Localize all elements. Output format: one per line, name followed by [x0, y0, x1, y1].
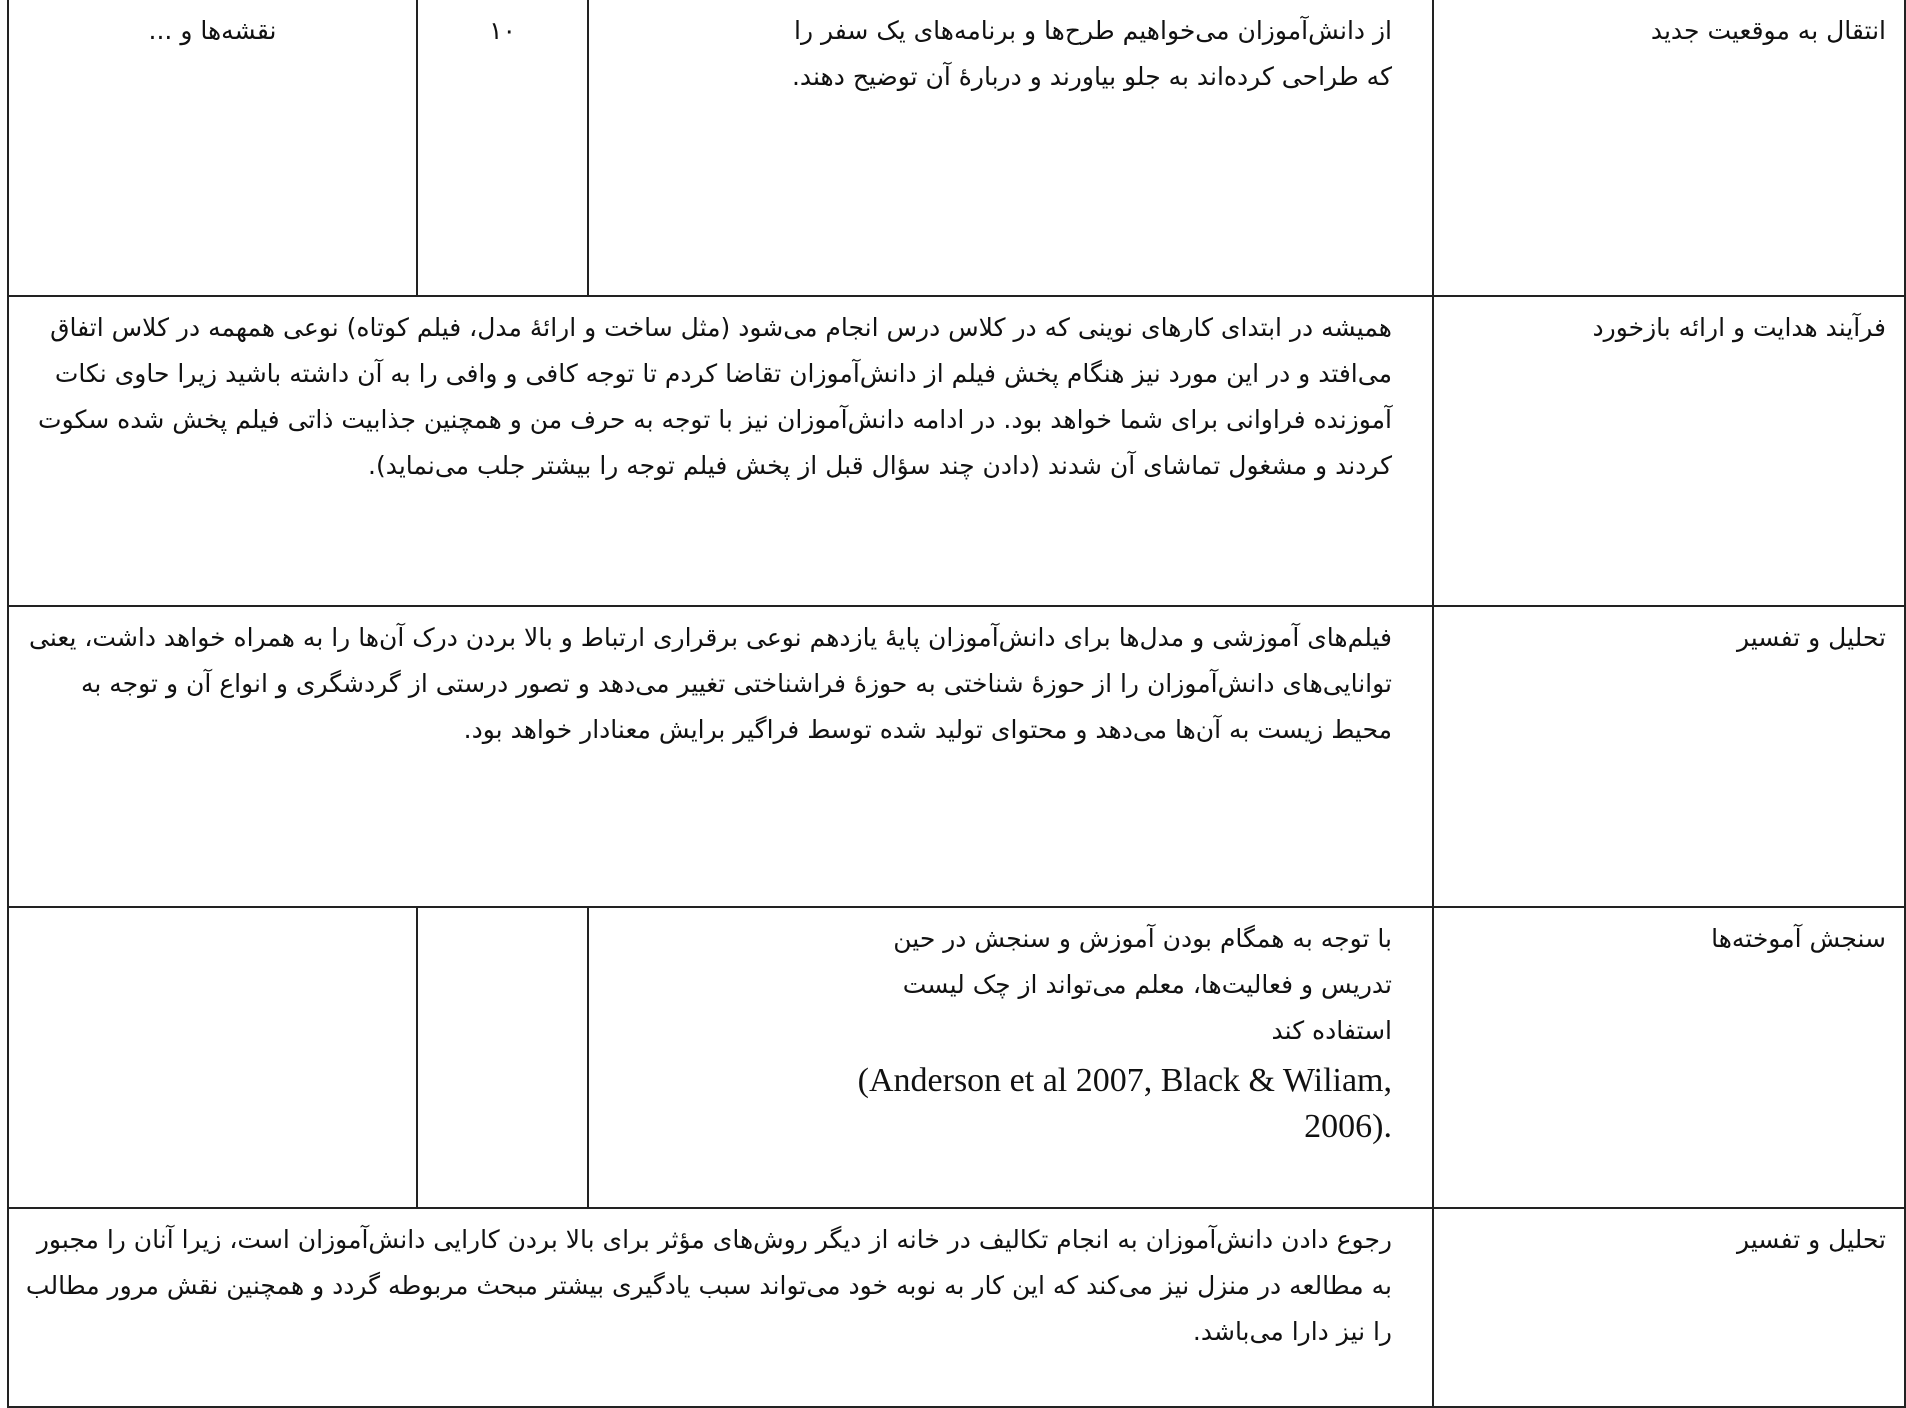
row-title: تحلیل و تفسیر: [1433, 1208, 1905, 1407]
time-cell: ۱۰: [417, 0, 588, 296]
row-title: سنجش آموخته‌ها: [1433, 907, 1905, 1208]
tools-cell: نقشه‌ها و ...: [8, 0, 417, 296]
table-row: [8, 907, 1905, 1208]
table-row: [8, 1208, 1905, 1407]
tools-cell: [8, 907, 417, 1208]
row-title: فرآیند هدایت و ارائه بازخورد: [1433, 296, 1905, 606]
row-title: انتقال به موقعیت جدید: [1433, 0, 1905, 296]
row-text: فیلم‌های آموزشی و مدل‌ها برای دانش‌آموزان پایهٔ یازدهم نوعی برقراری ارتباط و بالا بردن درک آن‌ها را به همراه خواهد داشت، یعنی توانایی‌های دانش‌آموزان را از حوزهٔ شناختی به حوزهٔ فراشناختی تغییر می‌دهد و تصور درستی از گردشگری و انواع آن و توجه به محیط زیست به آن‌ها می‌دهد و محتوای تولید شده توسط فراگیر برایش معنادار خواهد بود.: [8, 606, 1433, 907]
table-row: [8, 296, 1905, 606]
row-title: تحلیل و تفسیر: [1433, 606, 1905, 907]
table-row: [8, 606, 1905, 907]
row-text: رجوع دادن دانش‌آموزان به انجام تکالیف در خانه از دیگر روش‌های مؤثر برای بالا بردن کارایی دانش‌آموزان است، زیرا آنان را مجبور به مطالعه در منزل نیز می‌کند که این کار به نوبه خود می‌تواند سبب یادگیری بیشتر مبحث مربوطه گردد و همچنین نقش مرور مطالب را نیز دارا می‌باشد.: [8, 1208, 1433, 1407]
table-row: [8, 0, 1905, 296]
citation: (Anderson et al 2007, Black & Wiliam, 2006).: [857, 1062, 1392, 1145]
row-text-body: با توجه به همگام بودن آموزش و سنجش در حین تدریس و فعالیت‌ها، معلم می‌تواند از چک لیست استفاده کند: [893, 924, 1392, 1045]
lesson-plan-table: [7, 0, 1906, 1408]
row-text: همیشه در ابتدای کارهای نوینی که در کلاس درس انجام می‌شود (مثل ساخت و ارائهٔ مدل، فیلم کوتاه) نوعی همهمه در کلاس اتفاق می‌افتد و در این مورد نیز هنگام پخش فیلم از دانش‌آموزان تقاضا کردم تا توجه کافی و وافی را به آن داشته باشید زیرا حاوی نکات آموزنده فراوانی برای شما خواهد بود. در ادامه دانش‌آموزان نیز با توجه به حرف من و همچنین جذابیت ذاتی فیلم پخش شده سکوت کردند و مشغول تماشای آن شدند (دادن چند سؤال قبل از پخش فیلم توجه را بیشتر جلب می‌نماید).: [8, 296, 1433, 606]
row-text: [588, 907, 1433, 1208]
time-cell: [417, 907, 588, 1208]
row-text: از دانش‌آموزان می‌خواهیم طرح‌ها و برنامه‌های یک سفر را که طراحی کرده‌اند به جلو بیاورند و دربارهٔ آن توضیح دهند.: [588, 0, 1433, 296]
